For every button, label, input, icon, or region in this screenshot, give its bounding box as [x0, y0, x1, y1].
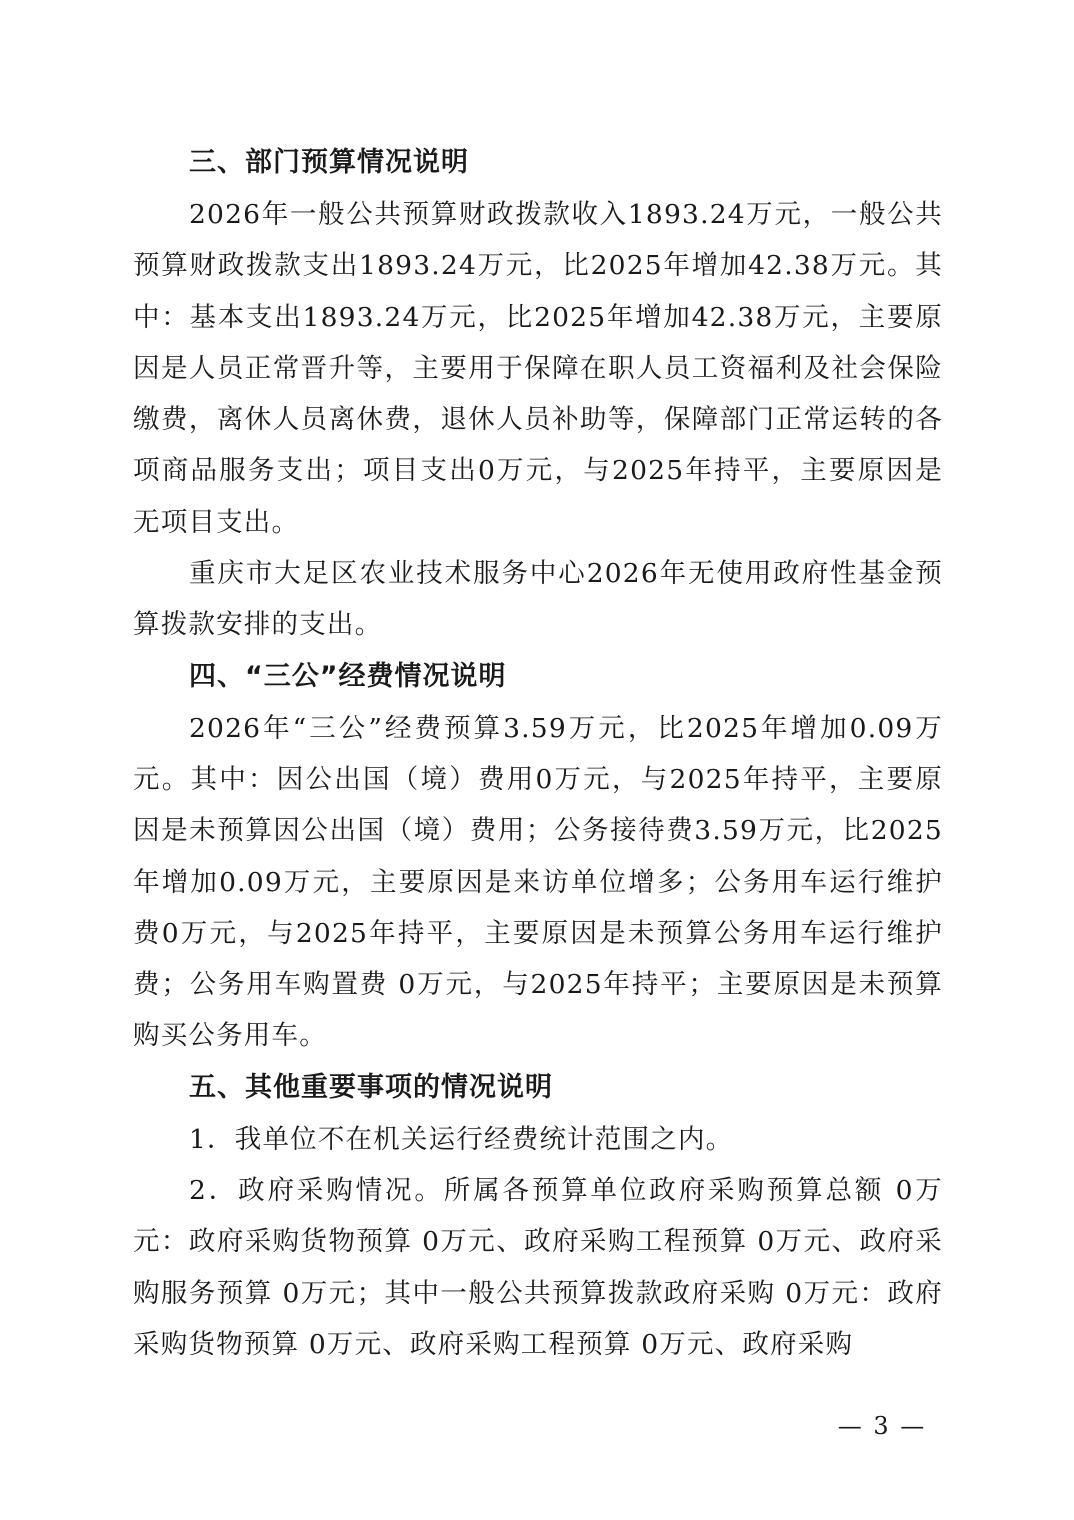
section-3-paragraph-1: 2026年一般公共预算财政拨款收入1893.24万元，一般公共预算财政拨款支出1893.24万元，比2025年增加42.38万元。其中：基本支出1893.24万元，比2025年增加42.38万元，主要原因是人员正常晋升等，主要用于保障在职人员工资福利及社会保险缴费，离休人员离休费，退休人员补助等，保障部门正常运转的各项商品服务支出；项目支出0万元，与2025年持平，主要原因是无项目支出。	[133, 199, 943, 538]
section-5-heading: 五、其他重要事项的情况说明	[189, 1071, 553, 1103]
section-3-paragraph-2: 重庆市大足区农业技术服务中心2026年无使用政府性基金预算拨款安排的支出。	[133, 558, 943, 641]
section-5-item-1: 1．我单位不在机关运行经费统计范围之内。	[189, 1123, 734, 1155]
page-number: — 3 —	[837, 1412, 927, 1440]
document-body	[133, 137, 943, 1370]
section-4-heading: 四、“三公”经费情况说明	[189, 660, 507, 692]
section-5-item-2: 2．政府采购情况。所属各预算单位政府采购预算总额 0万元：政府采购货物预算 0万元、政府采购工程预算 0万元、政府采购服务预算 0万元；其中一般公共预算拨款政府采购 0万元：政府采购货物预算 0万元、政府采购工程预算 0万元、政府采购	[133, 1175, 943, 1360]
section-3-heading: 三、部门预算情况说明	[189, 147, 469, 178]
section-4-paragraph-1: 2026年“三公”经费预算3.59万元，比2025年增加0.09万元。其中：因公出国（境）费用0万元，与2025年持平，主要原因是未预算因公出国（境）费用；公务接待费3.59万元，比2025年增加0.09万元，主要原因是来访单位增多；公务用车运行维护费0万元，与2025年持平，主要原因是未预算公务用车运行维护费；公务用车购置费 0万元，与2025年持平；主要原因是未预算购买公务用车。	[133, 712, 943, 1052]
